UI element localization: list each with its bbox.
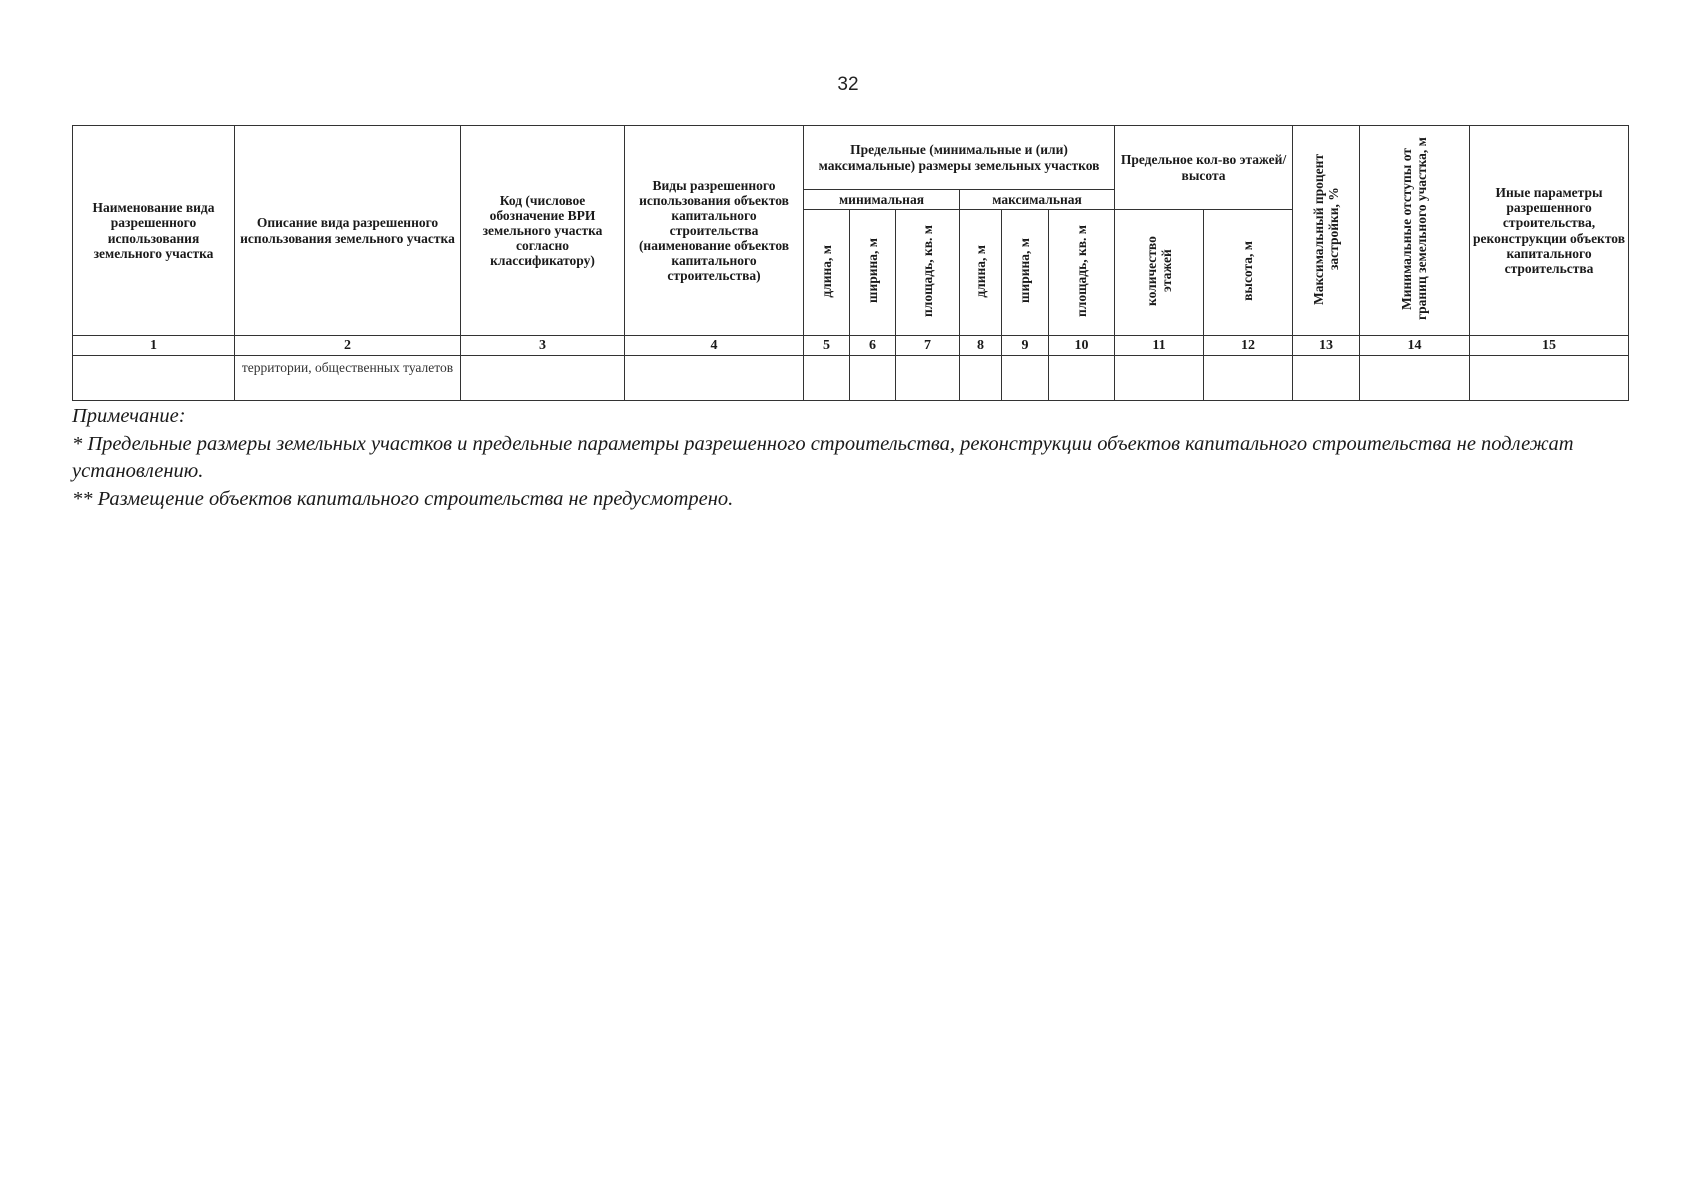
header-max-build-percent: [1293, 126, 1360, 336]
table-cell: [804, 356, 850, 401]
header-use-code: Код (числовое обозначение ВРИ земельного участка согласно классификатору): [461, 126, 625, 336]
table-cell: территории, общественных туалетов: [235, 356, 461, 401]
table-cell: [73, 356, 235, 401]
column-number: 10: [1049, 336, 1115, 356]
header-other-parameters: Иные параметры разрешенного строительства, реконструкции объектов капитального строительства: [1470, 126, 1629, 336]
table-cell: [850, 356, 896, 401]
header-floors-count: [1115, 210, 1204, 336]
header-height: [1204, 210, 1293, 336]
header-minimum: минимальная: [804, 190, 960, 210]
notes-title: Примечание:: [72, 405, 186, 427]
table-cell: [461, 356, 625, 401]
header-use-name: Наименование вида разрешенного использования земельного участка: [73, 126, 235, 336]
column-numbers-row: [73, 336, 1629, 356]
table-cell: [896, 356, 960, 401]
column-number: 9: [1002, 336, 1049, 356]
header-max-area-label: площадь, кв. м: [1073, 224, 1089, 317]
table-cell: [625, 356, 804, 401]
header-floors-height-limits: Предельное кол-во этажей/высота: [1115, 126, 1293, 210]
header-max-width: [1002, 210, 1049, 336]
header-max-area: [1049, 210, 1115, 336]
header-min-width-label: ширина, м: [864, 238, 880, 304]
column-number: 1: [73, 336, 235, 356]
header-min-length-label: длина, м: [818, 244, 834, 298]
column-number: 8: [960, 336, 1002, 356]
column-number: 4: [625, 336, 804, 356]
header-height-label: высота, м: [1240, 241, 1256, 301]
land-use-parameters-table: [72, 125, 1629, 401]
column-number: 3: [461, 336, 625, 356]
note-1: * Предельные размеры земельных участков и предельные параметры разрешенного строительства, реконструкции объектов капитального строительства не подлежат установлению.: [72, 432, 1574, 482]
table-cell: [1049, 356, 1115, 401]
column-number: 7: [896, 336, 960, 356]
table-cell: [1204, 356, 1293, 401]
column-number: 5: [804, 336, 850, 356]
header-min-setbacks-label: Минимальные отступы от границ земельного участка, м: [1399, 137, 1430, 321]
column-number: 15: [1470, 336, 1629, 356]
header-max-width-label: ширина, м: [1017, 238, 1033, 304]
header-min-area-label: площадь, кв. м: [919, 224, 935, 317]
header-construction-use-types: Виды разрешенного использования объектов капитального строительства (наименование объектов капитального строительства): [625, 126, 804, 336]
page-number: 32: [837, 74, 859, 95]
table-cell: [1470, 356, 1629, 401]
table-cell: [1360, 356, 1470, 401]
header-min-area: [896, 210, 960, 336]
column-number: 12: [1204, 336, 1293, 356]
note-2: ** Размещение объектов капитального строительства не предусмотрено.: [72, 487, 734, 510]
header-maximum: максимальная: [960, 190, 1115, 210]
notes-section: [72, 403, 1632, 513]
column-number: 13: [1293, 336, 1360, 356]
header-min-width: [850, 210, 896, 336]
table-cell: [960, 356, 1002, 401]
column-number: 6: [850, 336, 896, 356]
header-max-build-percent-label: Максимальный процент застройки, %: [1310, 153, 1342, 305]
header-min-length: [804, 210, 850, 336]
table-cell: [1293, 356, 1360, 401]
column-number: 14: [1360, 336, 1470, 356]
table-cell: [1115, 356, 1204, 401]
header-min-setbacks: [1360, 126, 1470, 336]
header-plot-size-limits: Предельные (минимальные и (или) максимальные) размеры земельных участков: [804, 126, 1115, 190]
header-max-length-label: длина, м: [972, 244, 988, 298]
table-cell: [1002, 356, 1049, 401]
header-floors-count-label: количество этажей: [1143, 236, 1175, 306]
header-max-length: [960, 210, 1002, 336]
table-row: [73, 356, 1629, 401]
column-number: 11: [1115, 336, 1204, 356]
header-use-description: Описание вида разрешенного использования земельного участка: [235, 126, 461, 336]
column-number: 2: [235, 336, 461, 356]
